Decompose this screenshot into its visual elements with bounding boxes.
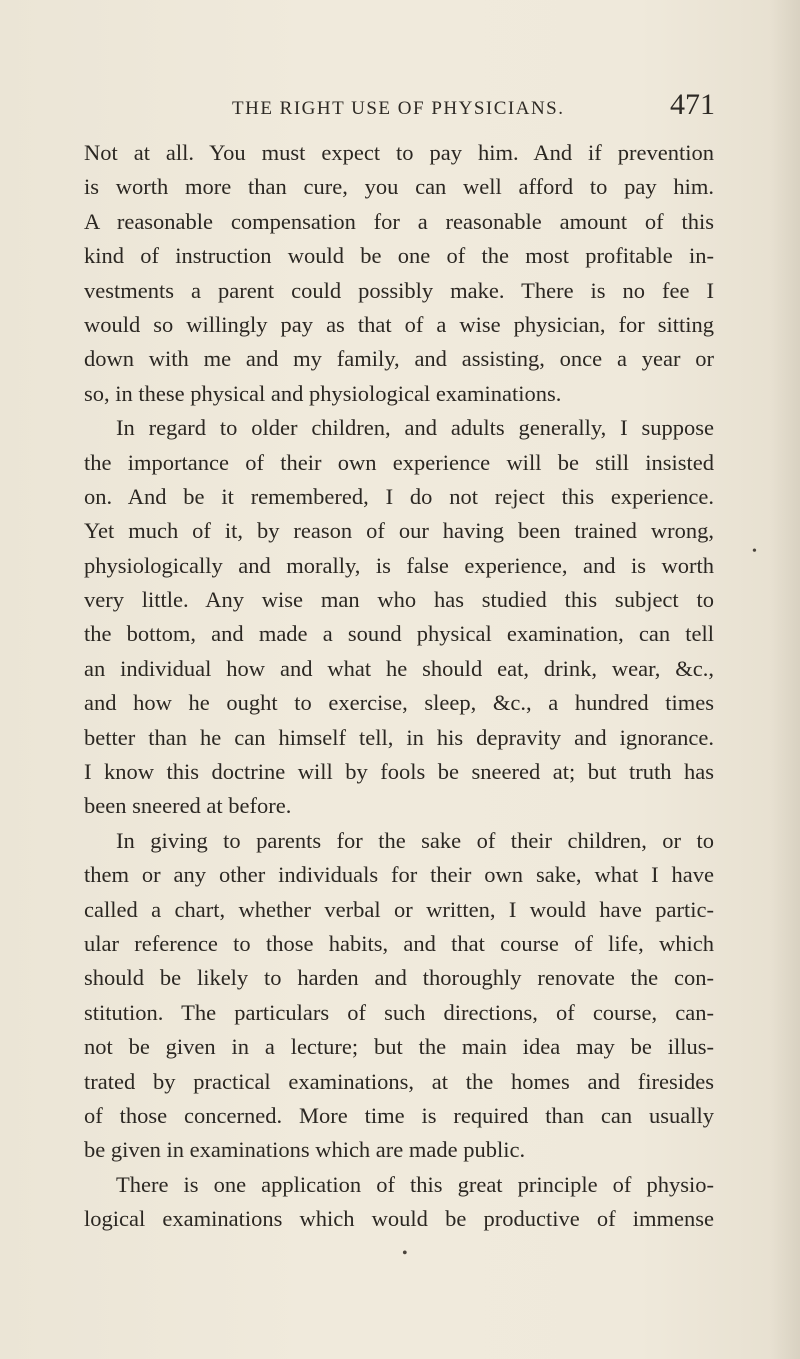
text-line: stitution. The particulars of such directions, of course, can- xyxy=(84,999,714,1025)
text-line: I know this doctrine will by fools be sneered at; but truth has xyxy=(84,759,714,785)
text-line: so, in these physical and physiological examinations. xyxy=(84,380,562,406)
text-line: would so willingly pay as that of a wise physician, for sitting xyxy=(84,311,714,337)
text-line: ular reference to those habits, and that course of life, which xyxy=(84,930,714,956)
body-text xyxy=(84,136,714,1237)
text-line: Yet much of it, by reason of our having been trained wrong, xyxy=(84,518,714,544)
ink-speck: • xyxy=(402,1245,408,1262)
text-line: on. And be it remembered, I do not reject this experience. xyxy=(84,483,714,509)
text-line: In giving to parents for the sake of their children, or to xyxy=(116,827,714,853)
running-title: THE RIGHT USE OF PHYSICIANS. xyxy=(232,98,565,119)
running-head xyxy=(0,88,800,128)
text-line: is worth more than cure, you can well afford to pay him. xyxy=(84,174,714,200)
text-line: the importance of their own experience will be still insisted xyxy=(84,449,714,475)
margin-mark: • xyxy=(752,544,757,559)
text-line: should be likely to harden and thoroughly renovate the con- xyxy=(84,965,714,991)
text-line: vestments a parent could possibly make. There is no fee I xyxy=(84,277,714,303)
text-line: an individual how and what he should eat, drink, wear, &c., xyxy=(84,655,714,681)
text-line: called a chart, whether verbal or written, I would have partic- xyxy=(84,896,714,922)
text-line: of those concerned. More time is required than can usually xyxy=(84,1102,714,1128)
text-line: not be given in a lecture; but the main idea may be illus- xyxy=(84,1034,714,1060)
text-line: very little. Any wise man who has studied this subject to xyxy=(84,587,714,613)
text-line: down with me and my family, and assisting, once a year or xyxy=(84,346,714,372)
page-edge-shadow xyxy=(770,0,800,1359)
text-line: them or any other individuals for their own sake, what I have xyxy=(84,862,714,888)
text-line: Not at all. You must expect to pay him. And if prevention xyxy=(84,140,714,165)
text-line: A reasonable compensation for a reasonable amount of this xyxy=(84,208,714,234)
text-line: the bottom, and made a sound physical examination, can tell xyxy=(84,621,714,647)
page-number: 471 xyxy=(670,88,715,121)
text-line: physiologically and morally, is false experience, and is worth xyxy=(84,552,714,578)
text-line: be given in examinations which are made public. xyxy=(84,1137,526,1163)
text-line: better than he can himself tell, in his depravity and ignorance. xyxy=(84,724,714,750)
text-line: been sneered at before. xyxy=(84,793,292,819)
text-line: logical examinations which would be productive of immense xyxy=(84,1206,714,1232)
text-line: In regard to older children, and adults generally, I suppose xyxy=(116,415,714,441)
text-line: and how he ought to exercise, sleep, &c., a hundred times xyxy=(84,690,714,716)
text-line: There is one application of this great principle of physio- xyxy=(116,1171,714,1197)
text-line: kind of instruction would be one of the most profitable in- xyxy=(84,243,714,269)
text-line: trated by practical examinations, at the homes and firesides xyxy=(84,1068,714,1094)
